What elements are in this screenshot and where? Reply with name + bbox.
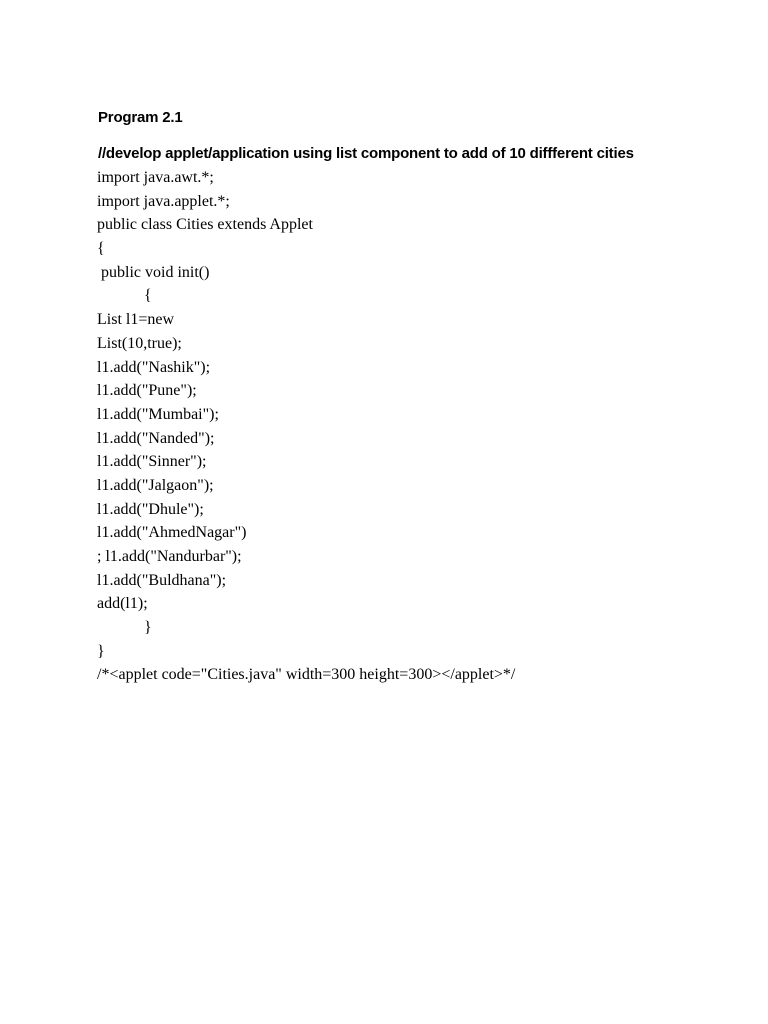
code-line: l1.add("AhmedNagar") bbox=[97, 524, 247, 542]
code-line: l1.add("Pune"); bbox=[97, 382, 197, 400]
code-line: l1.add("Jalgaon"); bbox=[97, 476, 214, 494]
code-line: add(l1); bbox=[97, 595, 148, 613]
program-comment: //develop applet/application using list component to add of 10 diffferent cities bbox=[98, 145, 634, 162]
code-line: l1.add("Mumbai"); bbox=[97, 405, 219, 423]
code-line: List l1=new bbox=[97, 311, 175, 329]
code-line: /*<applet code="Cities.java" width=300 height=300></applet>*/ bbox=[97, 666, 516, 684]
code-line: } bbox=[144, 619, 152, 637]
code-line: l1.add("Dhule"); bbox=[97, 500, 204, 518]
code-line: { bbox=[97, 240, 105, 258]
code-line: } bbox=[97, 642, 105, 660]
code-line: l1.add("Sinner"); bbox=[97, 453, 207, 471]
code-line: public class Cities extends Applet bbox=[97, 216, 313, 234]
code-line: l1.add("Nashik"); bbox=[97, 358, 211, 376]
code-line: l1.add("Buldhana"); bbox=[97, 571, 227, 589]
code-line: l1.add("Nanded"); bbox=[97, 429, 215, 447]
code-line: { bbox=[144, 287, 152, 305]
code-line: import java.awt.*; bbox=[97, 169, 214, 186]
code-line: List(10,true); bbox=[97, 334, 182, 352]
program-title: Program 2.1 bbox=[98, 109, 183, 126]
code-line: public void init() bbox=[101, 263, 210, 281]
code-line: import java.applet.*; bbox=[97, 192, 230, 210]
code-line: ; l1.add("Nandurbar"); bbox=[97, 548, 242, 565]
code-listing bbox=[97, 166, 515, 687]
